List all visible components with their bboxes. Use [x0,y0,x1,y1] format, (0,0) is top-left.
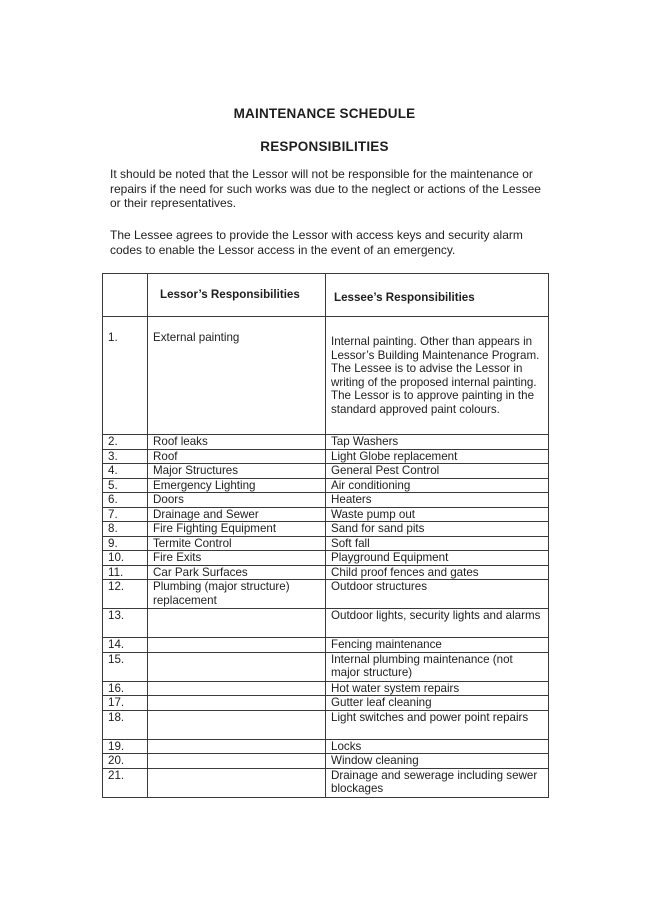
row-number: 3. [103,449,148,464]
lessee-cell: Heaters [326,493,549,508]
lessor-cell: Drainage and Sewer [148,507,326,522]
lessee-cell: Child proof fences and gates [326,565,549,580]
lessor-cell: Car Park Surfaces [148,565,326,580]
lessee-cell: Outdoor structures [326,580,549,609]
lessor-cell [148,638,326,653]
lessor-cell: Roof leaks [148,435,326,450]
lessee-cell: Drainage and sewerage including sewer blockages [326,768,549,797]
table-row [103,710,549,739]
table-row [103,493,549,508]
table-row [103,580,549,609]
table-row [103,435,549,450]
table-row [103,551,549,566]
table-row [103,768,549,797]
header-lessor: Lessor’s Responsibilities [148,274,326,317]
lessor-cell [148,710,326,739]
lessor-cell [148,652,326,681]
lessor-cell: Fire Fighting Equipment [148,522,326,537]
table-row [103,609,549,638]
row-number: 16. [103,681,148,696]
lessor-cell: Roof [148,449,326,464]
lessee-cell: General Pest Control [326,464,549,479]
lessee-cell: Internal plumbing maintenance (not major structure) [326,652,549,681]
intro-paragraph: It should be noted that the Lessor will not be responsible for the maintenance or repairs if the need for such works was due to the neglect or actions of the Lessee or their representatives. [110,167,541,210]
row-number: 15. [103,652,148,681]
lessee-cell: Gutter leaf cleaning [326,696,549,711]
row-number: 1. [103,317,148,435]
row-number: 10. [103,551,148,566]
lessee-cell: Waste pump out [326,507,549,522]
row-number: 18. [103,710,148,739]
table-header-row [103,274,549,317]
lessor-cell [148,681,326,696]
lessee-cell: Air conditioning [326,478,549,493]
lessee-cell: Playground Equipment [326,551,549,566]
row-number: 21. [103,768,148,797]
lessor-cell: Termite Control [148,536,326,551]
lessee-cell: Sand for sand pits [326,522,549,537]
row-number: 7. [103,507,148,522]
table-row [103,652,549,681]
lessor-cell: Plumbing (major structure) replacement [148,580,326,609]
responsibilities-table [102,273,549,798]
row-number: 4. [103,464,148,479]
table-row [103,507,549,522]
table-row [103,449,549,464]
row-number: 2. [103,435,148,450]
table-row [103,464,549,479]
row-number: 12. [103,580,148,609]
table-row [103,739,549,754]
row-number: 13. [103,609,148,638]
row-number: 6. [103,493,148,508]
lessor-cell: Fire Exits [148,551,326,566]
row-number: 5. [103,478,148,493]
table-row [103,536,549,551]
lessee-cell: Window cleaning [326,754,549,769]
row-number: 14. [103,638,148,653]
lessor-cell: Emergency Lighting [148,478,326,493]
lessor-cell: External painting [148,317,326,435]
lessor-cell [148,739,326,754]
header-lessee: Lessee’s Responsibilities [326,274,549,317]
lessee-cell: Light switches and power point repairs [326,710,549,739]
lessee-cell: Soft fall [326,536,549,551]
table-row [103,696,549,711]
row-number: 20. [103,754,148,769]
lessee-cell: Fencing maintenance [326,638,549,653]
table-row [103,478,549,493]
lessee-cell: Locks [326,739,549,754]
row-number: 17. [103,696,148,711]
lessee-cell: Outdoor lights, security lights and alarms [326,609,549,638]
table-row [103,565,549,580]
document-subtitle: RESPONSIBILITIES [260,139,389,154]
lessor-cell [148,609,326,638]
table-body [103,317,549,798]
row-number: 8. [103,522,148,537]
table-row [103,317,549,435]
lessor-cell: Doors [148,493,326,508]
lessee-cell: Hot water system repairs [326,681,549,696]
table-row [103,681,549,696]
header-number [103,274,148,317]
table-row [103,638,549,653]
table-row [103,522,549,537]
lessor-cell [148,768,326,797]
document-title: MAINTENANCE SCHEDULE [233,106,416,121]
row-number: 19. [103,739,148,754]
lessee-cell: Internal painting. Other than appears in Lessor’s Building Maintenance Program. The Lessee is to advise the Lessor in writing of the proposed internal painting. The Lessor is to approve painting in the standard approved paint colours. [326,317,549,435]
table-row [103,754,549,769]
row-number: 11. [103,565,148,580]
access-paragraph: The Lessee agrees to provide the Lessor with access keys and security alarm codes to enable the Lessor access in the event of an emergency. [110,228,523,257]
lessor-cell [148,754,326,769]
row-number: 9. [103,536,148,551]
lessee-cell: Tap Washers [326,435,549,450]
lessee-cell: Light Globe replacement [326,449,549,464]
lessor-cell [148,696,326,711]
lessor-cell: Major Structures [148,464,326,479]
